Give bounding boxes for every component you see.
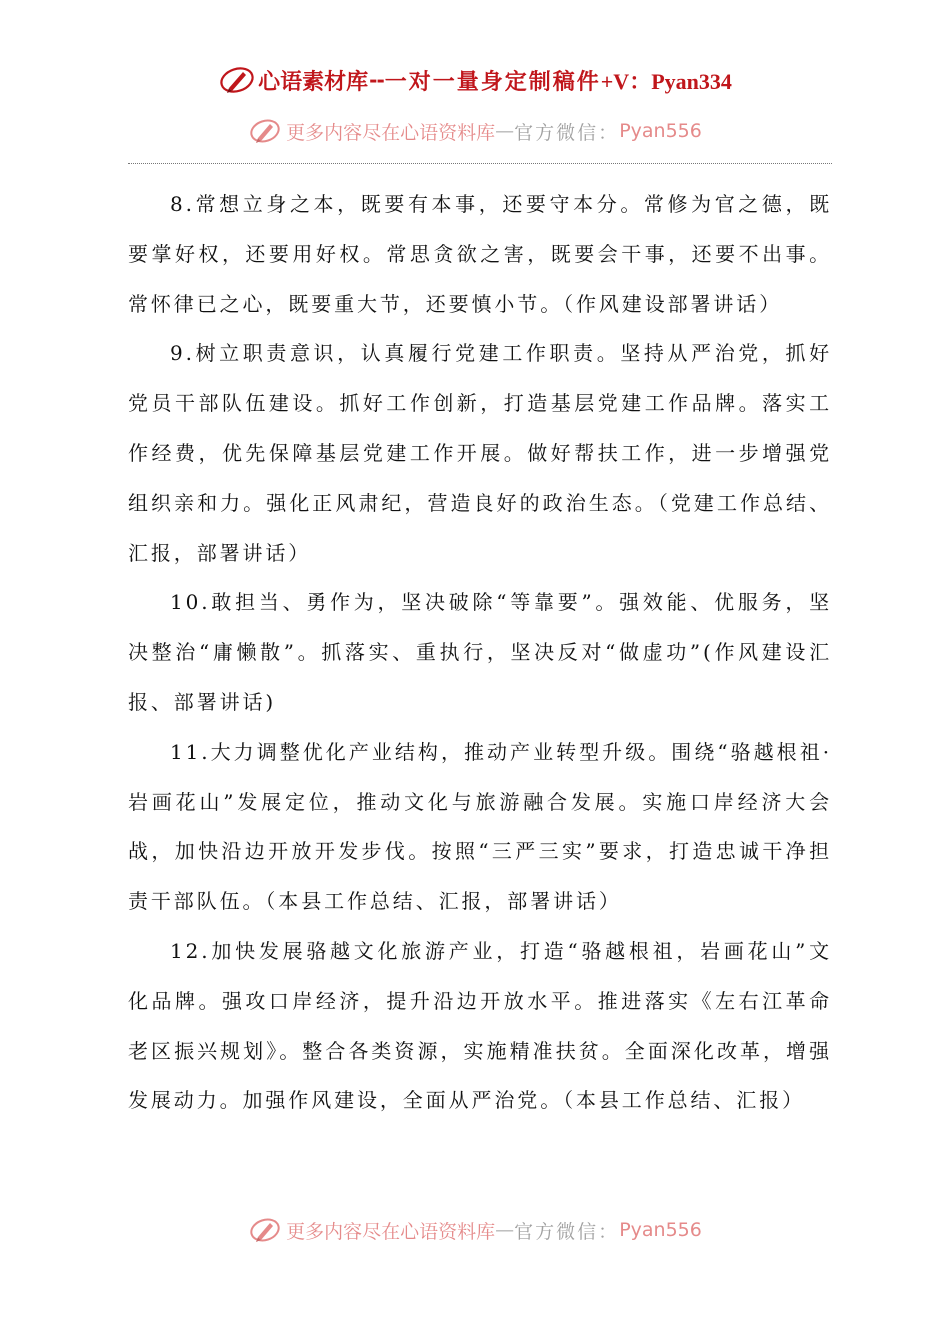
watermark-top xyxy=(0,114,950,148)
watermark-wechat-id: Pyan556 xyxy=(619,120,702,142)
watermark-bottom xyxy=(0,1213,950,1247)
paragraph: 12.加快发展骆越文化旅游产业，打造“骆越根祖，岩画花山”文化品牌。强攻口岸经济，提升沿边开放水平。推进落实《左右江革命老区振兴规划》。整合各类资源，实施精准扶贫。全面深化改革，增强发展动力。加强作风建设，全面从严治党。（本县工作总结、汇报） xyxy=(128,938,832,1113)
watermark-wechat-id: Pyan556 xyxy=(619,1219,702,1241)
header-contact: +V：Pyan334 xyxy=(600,68,732,94)
watermark-official-label: 官方微信： xyxy=(514,1220,620,1243)
pen-logo-icon xyxy=(218,65,256,95)
paragraph: 8.常想立身之本，既要有本事，还要守本分。常修为官之德，既要掌好权，还要用好权。常思贪欲之害，既要会干事，还要不出事。常怀律已之心，既要重大节，还要慎小节。（作风建设部署讲话） xyxy=(128,192,832,316)
watermark-official-label: 官方微信： xyxy=(514,121,620,144)
page-header xyxy=(0,62,950,98)
header-slogan: 一对一量身定制稿件 xyxy=(384,68,601,95)
pen-logo-icon xyxy=(248,1216,282,1244)
paragraph: 10.敢担当、勇作为，坚决破除“等靠要”。强效能、优服务，坚决整治“庸懒散”。抓落实、重执行，坚决反对“做虚功”(作风建设汇报、部署讲话) xyxy=(128,590,832,714)
header-divider xyxy=(128,163,832,164)
watermark-text: 更多内容尽在心语资料库 xyxy=(286,1220,496,1243)
paragraph: 11.大力调整优化产业结构，推动产业转型升级。围绕“骆越根祖·岩画花山”发展定位，推动文化与旅游融合发展。实施口岸经济大会战，加快沿边开放开发步伐。按照“三严三实”要求，打造忠诚干净担责干部队伍。（本县工作总结、汇报，部署讲话） xyxy=(128,739,832,914)
watermark-separator: — xyxy=(495,1219,515,1241)
watermark-text: 更多内容尽在心语资料库 xyxy=(286,121,496,144)
document-body xyxy=(128,180,832,1126)
paragraph: 9.树立职责意识，认真履行党建工作职责。坚持从严治党，抓好党员干部队伍建设。抓好工作创新，打造基层党建工作品牌。落实工作经费，优先保障基层党建工作开展。做好帮扶工作，进一步增强党组织亲和力。强化正风肃纪，营造良好的政治生态。（党建工作总结、汇报，部署讲话） xyxy=(128,341,832,565)
watermark-separator: — xyxy=(495,120,515,142)
header-dashes: -- xyxy=(369,68,384,92)
pen-logo-icon xyxy=(248,117,282,145)
brand-name: 心语素材库 xyxy=(258,68,369,95)
